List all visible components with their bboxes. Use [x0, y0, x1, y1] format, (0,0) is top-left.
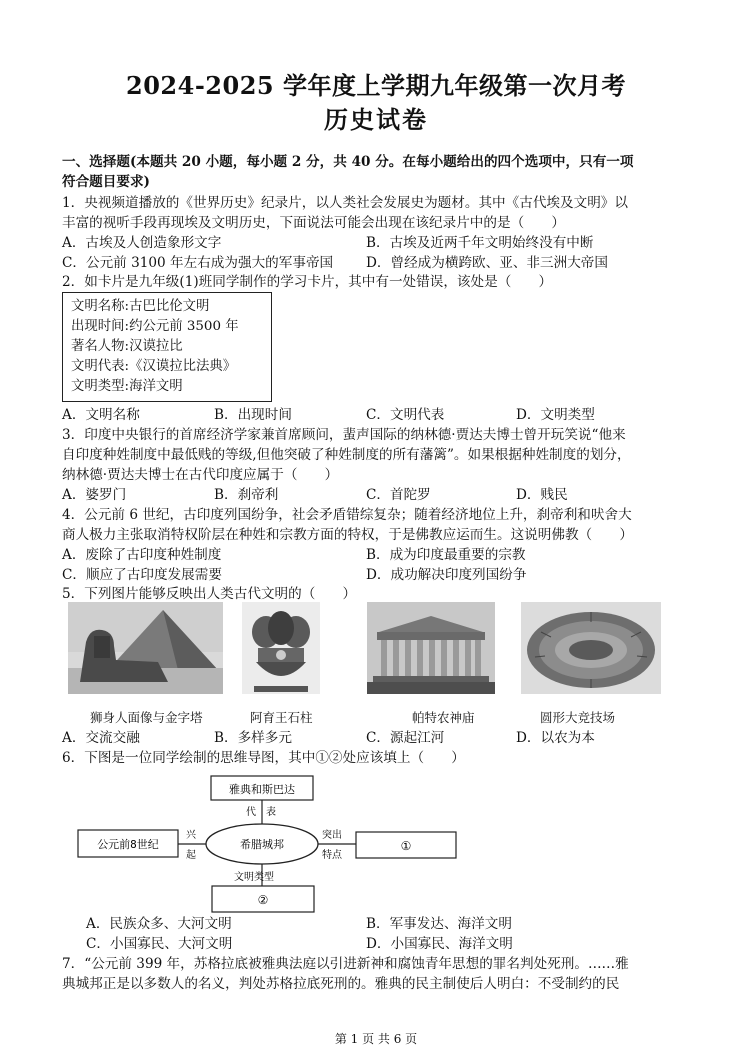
exam-subject: 历史试卷 [324, 105, 428, 134]
q6-option-b: B．军事发达、海洋文明 [366, 916, 512, 932]
caption-colosseum: 圆形大竞技场 [540, 710, 616, 725]
q1-option-a: A．古埃及人创造象形文字 [62, 235, 222, 251]
q2-option-c: C．文明代表 [366, 407, 445, 423]
page-footer: 第 1 页 共 6 页 [334, 1032, 418, 1046]
card-line: 文明名称:古巴比伦文明 [71, 299, 210, 314]
right-edge-label-2: 特点 [322, 850, 342, 861]
caption-ashoka: 阿育王石柱 [250, 710, 313, 725]
q6-option-d: D．小国寡民、海洋文明 [366, 936, 513, 952]
q3-stem: 3．印度中央银行的首席经济学家兼首席顾问，蜚声国际的纳林德·贾达夫博士曾开玩笑说“他来 [62, 427, 626, 443]
q3-stem-cont: 自印度种姓制度中最低贱的等级,但他突破了种姓制度的所有藩篱”。如果根据种姓制度的划分， [62, 447, 631, 463]
sphinx-pyramid-image [68, 602, 223, 694]
q2-stem: 2．如卡片是九年级(1)班同学制作的学习卡片，其中有一处错误，该处是（ ） [62, 274, 553, 290]
q2-option-a: A．文明名称 [62, 407, 140, 423]
q4-stem-cont: 商人极力主张取消特权阶层在种姓和宗教方面的特权，于是佛教应运而生。这说明佛教（ ） [62, 527, 633, 543]
left-box-label: 公元前8世纪 [97, 838, 159, 851]
card-line: 文明类型:海洋文明 [71, 379, 183, 394]
q1-option-d: D．曾经成为横跨欧、亚、非三洲大帝国 [366, 255, 608, 271]
top-edge-label-2: 表 [266, 807, 276, 818]
top-edge-label-1: 代 [246, 807, 256, 818]
q1-option-c: C．公元前 3100 年左右成为强大的军事帝国 [62, 255, 334, 271]
center-label: 希腊城邦 [240, 838, 284, 851]
q7-stem-cont: 典城邦正是以多数人的名义，判处苏格拉底死刑的。雅典的民主制使后人明白：不受制约的民 [62, 976, 620, 992]
q4-option-c: C．顺应了古印度发展需要 [62, 567, 222, 583]
q6-stem: 6．下图是一位同学绘制的思维导图，其中①②处应该填上（ ） [62, 750, 465, 766]
left-edge-label-2: 起 [186, 850, 196, 861]
colosseum-image [521, 602, 661, 694]
card-line: 著名人物:汉谟拉比 [71, 339, 183, 354]
card-line: 文明代表:《汉谟拉比法典》 [71, 359, 237, 374]
caption-sphinx: 狮身人面像与金字塔 [90, 710, 203, 725]
parthenon-image [367, 602, 495, 694]
q4-option-d: D．成功解决印度列国纷争 [366, 567, 527, 583]
q5-option-a: A．交流交融 [62, 730, 140, 746]
q2-option-b: B．出现时间 [214, 407, 292, 423]
q4-stem: 4．公元前 6 世纪，古印度列国纷争，社会矛盾错综复杂；随着经济地位上升，刹帝利和吠舍大 [62, 507, 632, 523]
q5-stem: 5．下列图片能够反映出人类古代文明的（ ） [62, 586, 357, 602]
q2-option-d: D．文明类型 [516, 407, 595, 423]
bottom-edge-label: 文明类型 [234, 872, 274, 883]
ashoka-pillar-image [242, 602, 320, 694]
caption-parthenon: 帕特农神庙 [412, 710, 475, 725]
q3-option-a: A．婆罗门 [62, 487, 127, 503]
q1-stem: 1．央视频道播放的《世界历史》纪录片，以人类社会发展史为题材。其中《古代埃及文明》以 [62, 195, 628, 211]
exam-title: 2024-2025 学年度上学期九年级第一次月考 [126, 71, 626, 100]
q5-option-d: D．以农为本 [516, 730, 595, 746]
mind-map-diagram [60, 768, 480, 918]
right-box-label: ① [400, 839, 412, 853]
top-box-label: 雅典和斯巴达 [229, 783, 295, 796]
q6-option-a: A．民族众多、大河文明 [86, 916, 232, 932]
q4-option-b: B．成为印度最重要的宗教 [366, 547, 526, 563]
q3-stem-cont2: 纳林德·贾达夫博士在古代印度应属于（ ） [62, 467, 339, 483]
section-heading-cont: 符合题目要求) [62, 174, 150, 190]
q4-option-a: A．废除了古印度种姓制度 [62, 547, 222, 563]
q5-option-b: B．多样多元 [214, 730, 292, 746]
study-card [62, 292, 272, 402]
right-edge-label-1: 突出 [322, 830, 342, 841]
q5-option-c: C．源起江河 [366, 730, 445, 746]
left-edge-label-1: 兴 [186, 830, 196, 841]
q3-option-d: D．贱民 [516, 487, 568, 503]
q6-option-c: C．小国寡民、大河文明 [86, 936, 233, 952]
section-heading: 一、选择题(本题共 20 小题，每小题 2 分，共 40 分。在每小题给出的四个选项中，只有一项 [62, 154, 634, 170]
q1-stem-cont: 丰富的视听手段再现埃及文明历史，下面说法可能会出现在该纪录片中的是（ ） [62, 215, 565, 231]
bottom-box-label: ② [257, 893, 269, 907]
q3-option-c: C．首陀罗 [366, 487, 431, 503]
q7-stem: 7．“公元前 399 年，苏格拉底被雅典法庭以引进新神和腐蚀青年思想的罪名判处死刑。……雅 [62, 956, 629, 972]
q3-option-b: B．刹帝利 [214, 487, 279, 503]
card-line: 出现时间:约公元前 3500 年 [71, 319, 239, 334]
q1-option-b: B．古埃及近两千年文明始终没有中断 [366, 235, 594, 251]
